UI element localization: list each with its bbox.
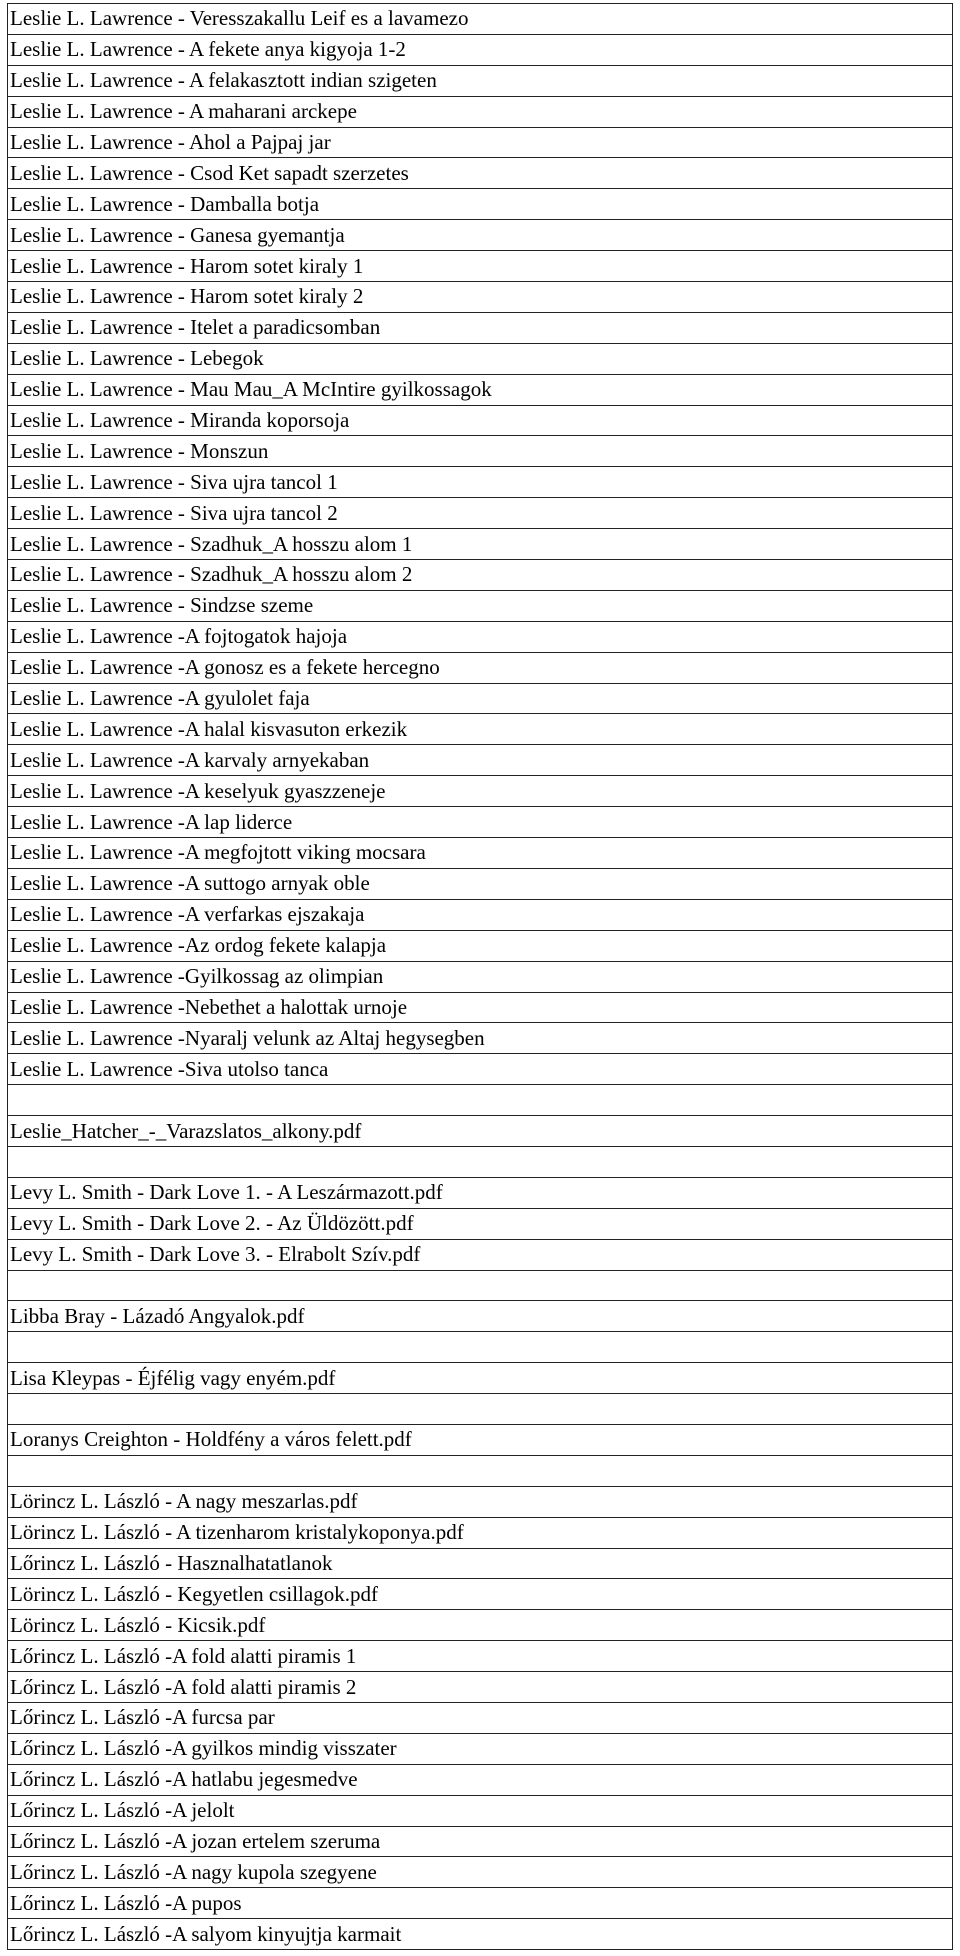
table-row [8,714,953,745]
table-row [8,1116,953,1147]
table-row [8,1548,953,1579]
table-cell: Leslie L. Lawrence - Ahol a Pajpaj jar [8,127,953,158]
table-cell: Leslie L. Lawrence - Ganesa gyemantja [8,220,953,251]
table-cell [8,1455,953,1486]
table-row [8,220,953,251]
table-cell: Leslie L. Lawrence - Harom sotet kiraly 2 [8,282,953,313]
table-row [8,560,953,591]
table-cell: Lőrincz L. László -A salyom kinyujtja karmait [8,1919,953,1950]
table-row [8,1455,953,1486]
table-cell: Leslie L. Lawrence - Csod Ket sapadt szerzetes [8,158,953,189]
table-row [8,4,953,35]
table-row [8,745,953,776]
table-row [8,282,953,313]
table-cell: Levy L. Smith - Dark Love 3. - Elrabolt Szív.pdf [8,1239,953,1270]
table-cell: Leslie L. Lawrence -A verfarkas ejszakaja [8,899,953,930]
table-row [8,1888,953,1919]
table-row [8,1363,953,1394]
table-row [8,1610,953,1641]
table-row [8,899,953,930]
table-cell: Lőrincz L. László -A nagy kupola szegyene [8,1857,953,1888]
table-row [8,1146,953,1177]
table-cell: Lörincz L. László - A tizenharom kristalykoponya.pdf [8,1517,953,1548]
table-row [8,1517,953,1548]
table-cell: Levy L. Smith - Dark Love 1. - A Leszármazott.pdf [8,1177,953,1208]
table-row [8,590,953,621]
table-row [8,807,953,838]
table-cell: Leslie L. Lawrence - Damballa botja [8,189,953,220]
table-row [8,961,953,992]
table-row [8,158,953,189]
table-cell: Lőrincz L. László -A fold alatti piramis 2 [8,1672,953,1703]
table-row [8,1486,953,1517]
table-row [8,1919,953,1950]
table-row [8,1641,953,1672]
table-cell: Leslie L. Lawrence - A felakasztott indian szigeten [8,65,953,96]
table-cell: Leslie L. Lawrence -Nyaralj velunk az Altaj hegysegben [8,1023,953,1054]
table-row [8,1733,953,1764]
table-cell: Leslie L. Lawrence - Szadhuk_A hosszu alom 1 [8,529,953,560]
table-cell: Lörincz L. László - A nagy meszarlas.pdf [8,1486,953,1517]
table-row [8,251,953,282]
table-cell: Leslie L. Lawrence -Gyilkossag az olimpian [8,961,953,992]
table-cell: Loranys Creighton - Holdfény a város felett.pdf [8,1424,953,1455]
table-cell: Leslie L. Lawrence -A karvaly arnyekaban [8,745,953,776]
table-row [8,930,953,961]
table-row [8,343,953,374]
table-cell: Lörincz L. László - Kegyetlen csillagok.pdf [8,1579,953,1610]
table-cell: Lőrincz L. László -A fold alatti piramis 1 [8,1641,953,1672]
table-cell: Lisa Kleypas - Éjfélig vagy enyém.pdf [8,1363,953,1394]
table-row [8,1579,953,1610]
table-cell: Lőrincz L. László -A hatlabu jegesmedve [8,1764,953,1795]
table-row [8,1424,953,1455]
table-cell: Leslie L. Lawrence - Sindzse szeme [8,590,953,621]
table-cell: Leslie L. Lawrence - Veresszakallu Leif es a lavamezo [8,4,953,35]
table-row [8,1332,953,1363]
table-cell: Leslie L. Lawrence - A fekete anya kigyoja 1-2 [8,34,953,65]
table-row [8,1826,953,1857]
table-cell: Lőrincz L. László -A furcsa par [8,1702,953,1733]
table-row [8,652,953,683]
table-row [8,776,953,807]
table-row [8,1301,953,1332]
table-cell: Lőrincz L. László -A jelolt [8,1795,953,1826]
table-cell: Leslie L. Lawrence -Nebethet a halottak urnoje [8,992,953,1023]
table-row [8,1085,953,1116]
table-row [8,621,953,652]
table-row [8,1054,953,1085]
table-row [8,1394,953,1425]
table-cell: Leslie L. Lawrence -A lap liderce [8,807,953,838]
table-row [8,34,953,65]
table-cell: Leslie L. Lawrence - Miranda koporsoja [8,405,953,436]
table-cell: Leslie L. Lawrence - Siva ujra tancol 1 [8,467,953,498]
table-cell: Leslie L. Lawrence -Az ordog fekete kalapja [8,930,953,961]
table-row [8,1672,953,1703]
table-cell: Leslie L. Lawrence - Lebegok [8,343,953,374]
table-row [8,467,953,498]
table-row [8,1795,953,1826]
table-row [8,1177,953,1208]
table-cell [8,1270,953,1301]
table-cell: Levy L. Smith - Dark Love 2. - Az Üldözött.pdf [8,1208,953,1239]
table-row [8,683,953,714]
table-cell: Lőrincz L. László -A jozan ertelem szeruma [8,1826,953,1857]
table-cell: Leslie L. Lawrence - Harom sotet kiraly 1 [8,251,953,282]
table-cell: Lőrincz L. László - Hasznalhatatlanok [8,1548,953,1579]
table-row [8,1208,953,1239]
table-cell: Lőrincz L. László -A pupos [8,1888,953,1919]
table-cell: Leslie L. Lawrence -A fojtogatok hajoja [8,621,953,652]
table-cell [8,1146,953,1177]
table-row [8,374,953,405]
table-row [8,838,953,869]
table-row [8,1270,953,1301]
table-cell: Leslie L. Lawrence -A gyulolet faja [8,683,953,714]
table-cell [8,1332,953,1363]
table-cell: Leslie_Hatcher_-_Varazslatos_alkony.pdf [8,1116,953,1147]
table-row [8,405,953,436]
table-cell [8,1394,953,1425]
table-cell: Leslie L. Lawrence -A keselyuk gyaszzeneje [8,776,953,807]
table-row [8,65,953,96]
table-row [8,992,953,1023]
table-row [8,868,953,899]
table-cell: Leslie L. Lawrence -Siva utolso tanca [8,1054,953,1085]
table-cell [8,1085,953,1116]
table-row [8,127,953,158]
table-cell: Lőrincz L. László -A gyilkos mindig visszater [8,1733,953,1764]
table-cell: Leslie L. Lawrence - Itelet a paradicsomban [8,312,953,343]
table-cell: Leslie L. Lawrence - Siva ujra tancol 2 [8,498,953,529]
table-cell: Leslie L. Lawrence -A megfojtott viking mocsara [8,838,953,869]
table-row [8,1702,953,1733]
table-row [8,498,953,529]
table-row [8,189,953,220]
table-cell: Leslie L. Lawrence -A suttogo arnyak oble [8,868,953,899]
table-row [8,312,953,343]
table-cell: Leslie L. Lawrence - A maharani arckepe [8,96,953,127]
table-cell: Libba Bray - Lázadó Angyalok.pdf [8,1301,953,1332]
file-list-table [7,3,953,1950]
table-row [8,1764,953,1795]
table-row [8,1023,953,1054]
file-list-body [8,4,953,1950]
table-row [8,1239,953,1270]
table-cell: Leslie L. Lawrence - Mau Mau_A McIntire gyilkossagok [8,374,953,405]
table-cell: Leslie L. Lawrence - Monszun [8,436,953,467]
table-cell: Leslie L. Lawrence -A gonosz es a fekete hercegno [8,652,953,683]
table-row [8,96,953,127]
table-cell: Lörincz L. László - Kicsik.pdf [8,1610,953,1641]
table-row [8,529,953,560]
table-row [8,436,953,467]
table-row [8,1857,953,1888]
table-cell: Leslie L. Lawrence - Szadhuk_A hosszu alom 2 [8,560,953,591]
table-cell: Leslie L. Lawrence -A halal kisvasuton erkezik [8,714,953,745]
